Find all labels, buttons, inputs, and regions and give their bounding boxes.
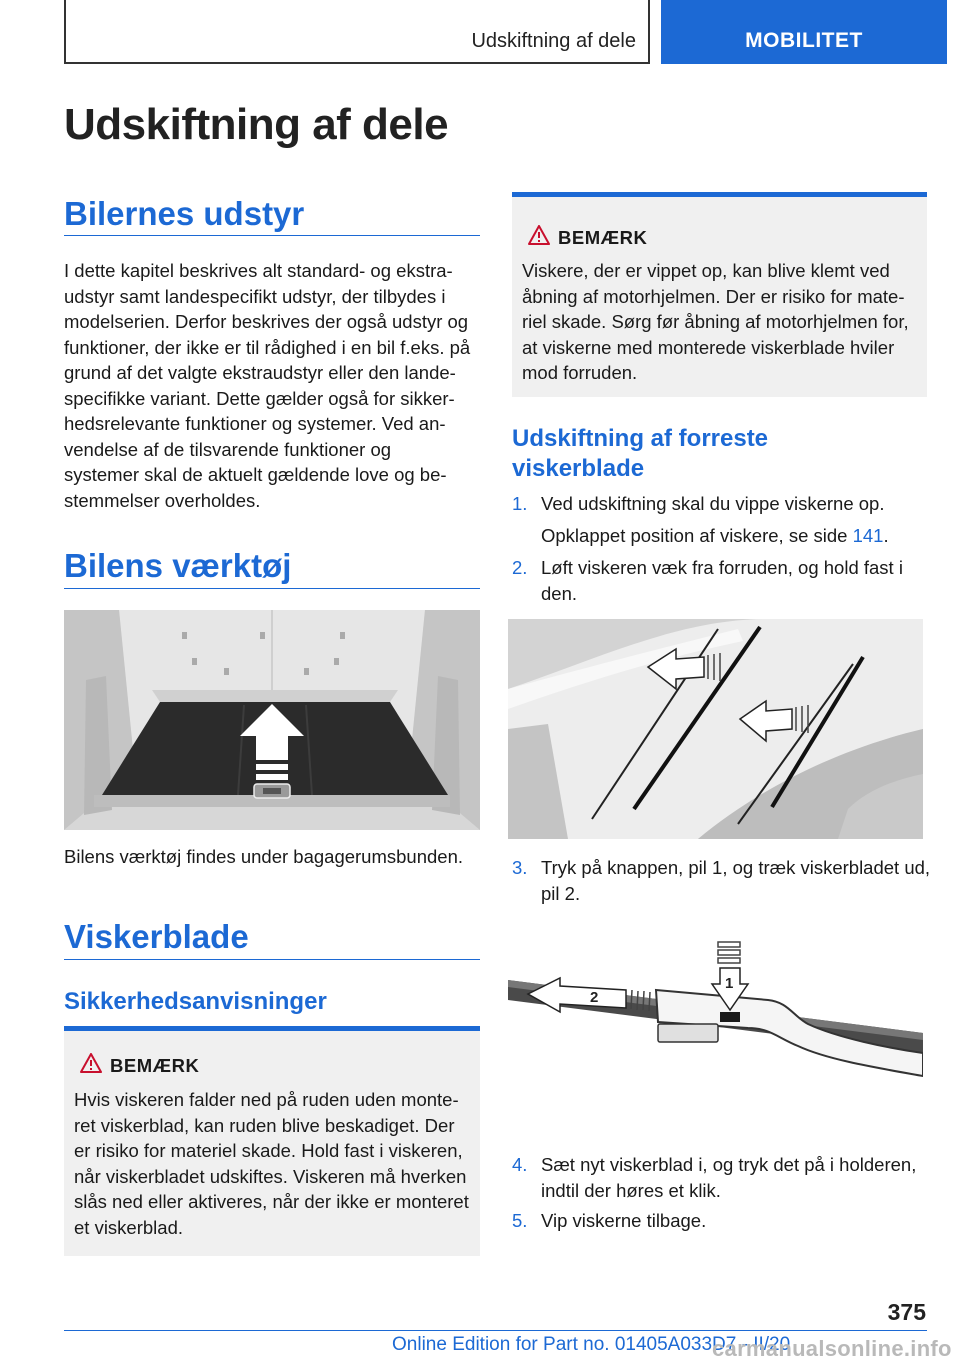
subtext-suffix: . — [883, 525, 889, 546]
heading-rule — [64, 235, 480, 236]
arrow-label-2: 2 — [590, 989, 599, 1006]
step-1 — [512, 491, 932, 517]
header-section-box — [64, 0, 650, 64]
wiper-blade-release-image — [508, 938, 923, 1138]
text-line: stemmelser overholdes. — [64, 489, 261, 511]
footer-rule — [64, 1330, 927, 1331]
text-line: systemer skal de aktuelt gældende love og be- — [64, 464, 447, 485]
step-3 — [512, 855, 932, 907]
text-line: grund af det valgte ekstraudstyr eller den lande- — [64, 362, 456, 383]
text-line: funktioner, der ikke er til rådighed i en bil f.eks. på — [64, 336, 471, 358]
text-line: er risiko for materiel skade. Hold fast i viskeren, — [74, 1140, 463, 1161]
text-line: specifikke variant. Dette gælder også for sikker- — [64, 387, 455, 409]
warning-triangle-icon — [80, 1053, 102, 1073]
step-2 — [512, 555, 932, 607]
step-1-subtext — [541, 523, 889, 549]
trunk-illustration — [64, 610, 480, 830]
heading-rule — [64, 588, 480, 589]
text-line: riel skade. Sørg før åbning af motorhjelmen for, — [522, 311, 909, 332]
wipers-illustration — [508, 619, 923, 839]
trunk-toolkit-image — [64, 610, 480, 830]
watermark-logo: carmanualsonline.info — [712, 1336, 952, 1361]
page-number: 375 — [887, 1299, 926, 1325]
step-text: Løft viskeren væk fra forruden, og hold fast i den. — [541, 557, 903, 604]
windshield-wipers-image — [508, 619, 923, 839]
note-body — [522, 258, 919, 386]
subtext-prefix: Opklappet position af viskere, se side — [541, 525, 853, 546]
text-line: ret viskerblad, kan ruden blive beskadiget. Der — [74, 1114, 455, 1136]
heading-line: viskerblade — [512, 455, 645, 482]
page-title: Udskiftning af dele — [64, 100, 449, 149]
text-line: Hvis viskeren falder ned på ruden uden monte- — [74, 1089, 459, 1110]
text-line: vendelse af de tilsvarende funktioner og — [64, 438, 392, 460]
warning-triangle-icon — [528, 225, 550, 245]
text-line: slås ned eller aktiveres, når der ikke er monteret — [74, 1191, 469, 1212]
footer-edition: Online Edition for Part no. 01405A033D7 - II/20 — [392, 1334, 791, 1355]
text-line: udstyr samt landespecifikt udstyr, der tilbydes i — [64, 285, 446, 307]
heading-safety: Sikkerhedsanvisninger — [64, 988, 327, 1015]
heading-line: Udskiftning af forreste — [512, 425, 769, 452]
heading-rule — [64, 959, 480, 960]
page-reference-link[interactable]: 141 — [852, 525, 884, 546]
arrow-label-1: 1 — [725, 975, 734, 992]
text-line: at viskerne med monterede viskerblade hviler — [522, 336, 895, 358]
heading-front-wipers — [512, 424, 768, 484]
step-number: 2. — [512, 557, 528, 578]
step-number: 3. — [512, 857, 528, 878]
text-line: når viskerbladet udskiftes. Viskeren må hverken — [74, 1165, 467, 1187]
step-text: Vip viskerne tilbage. — [541, 1210, 707, 1231]
heading-wipers: Viskerblade — [64, 918, 249, 955]
step-number: 5. — [512, 1210, 528, 1231]
header-chapter-tab[interactable] — [661, 0, 947, 64]
text-line: åbning af motorhjelmen. Der er risiko for mate- — [522, 285, 905, 307]
text-line: et viskerblad. — [74, 1216, 183, 1238]
warning-note-left — [64, 1026, 480, 1256]
step-text: Tryk på knappen, pil 1, og træk viskerbladet ud, pil 2. — [541, 857, 931, 904]
step-5 — [512, 1208, 932, 1234]
header-chapter-label: MOBILITET — [745, 29, 863, 52]
toolkit-caption: Bilens værktøj findes under bagagerumsbunden. — [64, 846, 464, 867]
blade-release-illustration — [508, 938, 923, 1138]
note-heading: BEMÆRK — [110, 1055, 200, 1076]
heading-equipment: Bilernes udstyr — [64, 195, 305, 232]
step-number: 4. — [512, 1154, 528, 1175]
text-line: modelserien. Derfor beskrives der også udstyr og — [64, 311, 469, 332]
equipment-paragraph — [64, 258, 484, 513]
note-body — [74, 1087, 472, 1240]
heading-toolkit: Bilens værktøj — [64, 547, 292, 584]
text-line: hedsrelevante funktioner og systemer. Ved an- — [64, 413, 446, 434]
text-line: Viskere, der er vippet op, kan blive klemt ved — [522, 260, 890, 281]
text-line: mod forruden. — [522, 362, 638, 383]
step-text: Ved udskiftning skal du vippe viskerne op. — [541, 493, 885, 514]
text-line: I dette kapitel beskrives alt standard- og ekstra- — [64, 260, 453, 281]
note-heading: BEMÆRK — [558, 227, 648, 248]
warning-note-right — [512, 192, 927, 397]
step-text: Sæt nyt viskerblad i, og tryk det på i holderen, indtil der høres et klik. — [541, 1154, 917, 1201]
step-number: 1. — [512, 493, 528, 514]
header-section-title: Udskiftning af dele — [471, 30, 636, 52]
step-4 — [512, 1152, 932, 1204]
